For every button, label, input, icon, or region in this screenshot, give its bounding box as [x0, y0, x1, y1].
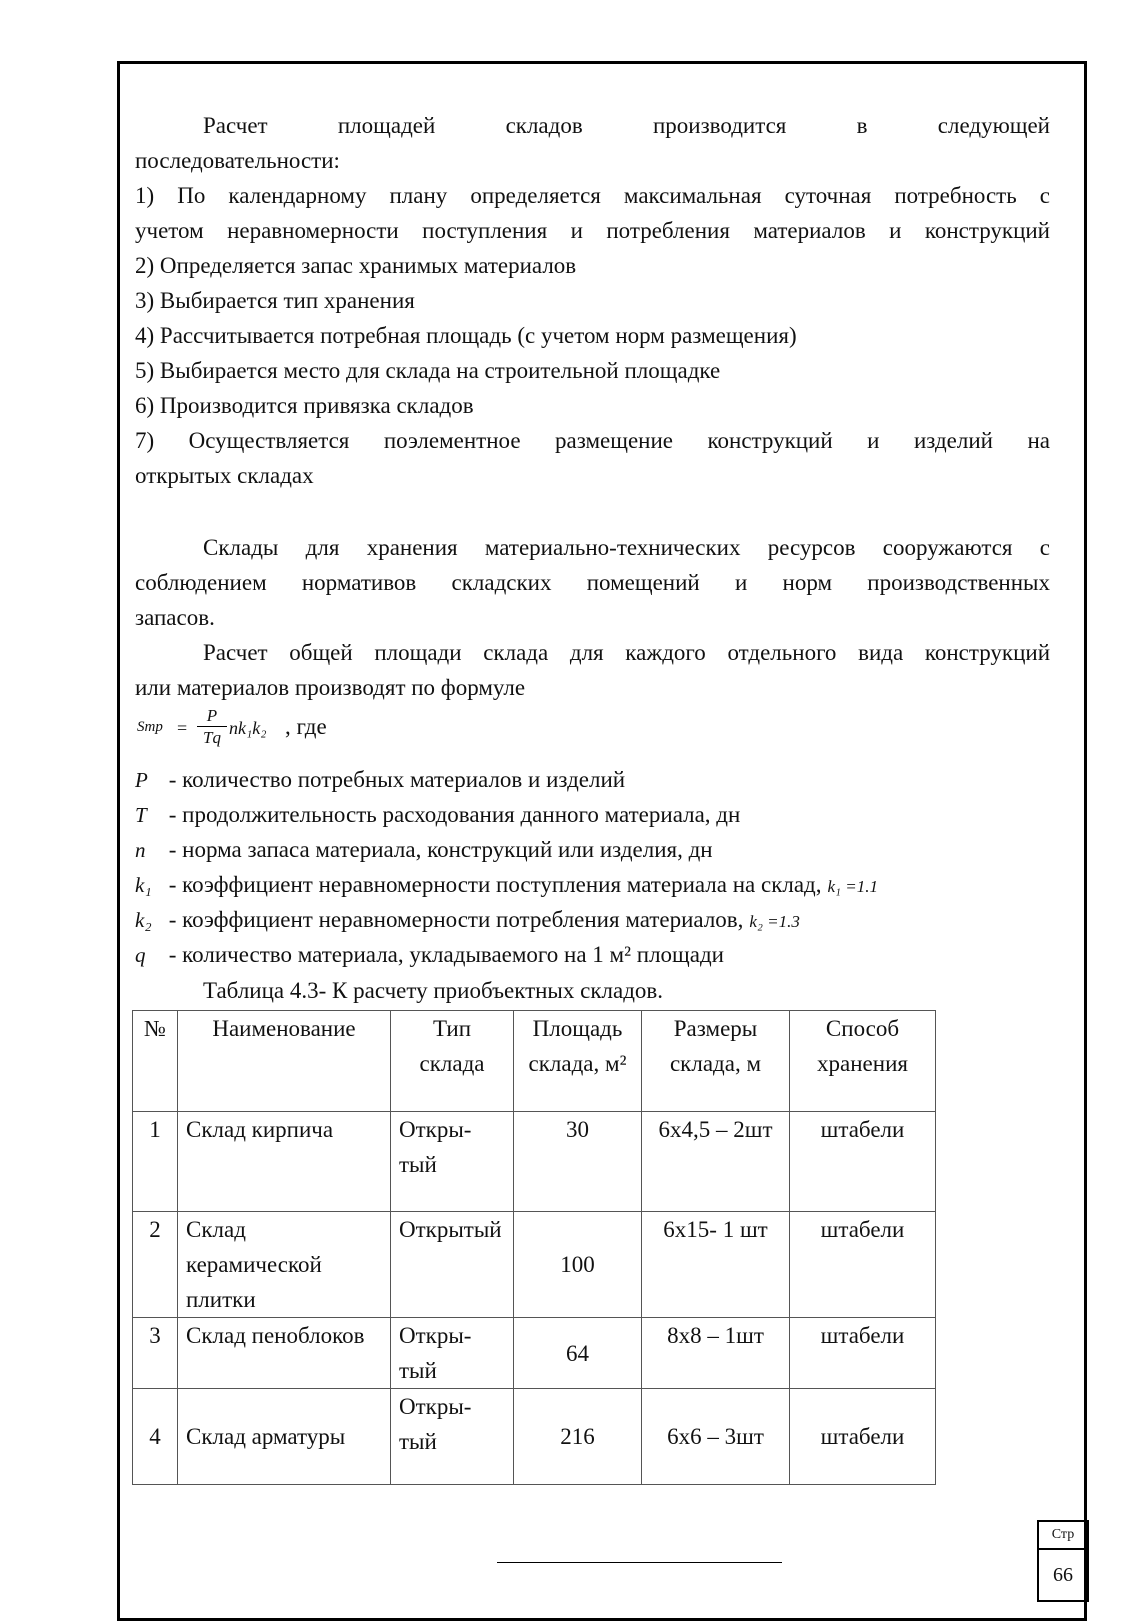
- cell-size: 6х6 – 3шт: [642, 1389, 790, 1485]
- text-line: соблюдением нормативов складских помещений и норм производственных: [135, 570, 1050, 595]
- cell-type: Откры-тый: [391, 1112, 514, 1212]
- definition-item: [135, 797, 878, 832]
- text-line: 5) Выбирается место для склада на строительной площадке: [135, 358, 721, 383]
- cell-size: 8х8 – 1шт: [642, 1318, 790, 1389]
- definition-symbol: P: [135, 768, 148, 792]
- table-row: [133, 1389, 936, 1485]
- formula-lhs: Sтр: [137, 719, 163, 735]
- text-line: последовательности:: [135, 148, 340, 173]
- formula-equals: =: [177, 718, 188, 738]
- cell-type: Открытый: [391, 1212, 514, 1318]
- paragraph-procedure: [135, 108, 1050, 493]
- formula-numerator: P: [197, 706, 227, 727]
- definition-text: - количество материала, укладываемого на 1 м² площади: [163, 942, 724, 967]
- definition-symbol: k₂: [135, 908, 152, 932]
- cell-name: Склад арматуры: [178, 1389, 391, 1485]
- formula-factors: nk₁k₂: [229, 718, 267, 738]
- paragraph-warehouses: [135, 530, 1050, 705]
- cell-name: Склад кирпича: [178, 1112, 391, 1212]
- cell-type: Откры-тый: [391, 1318, 514, 1389]
- definition-text: - продолжительность расходования данного материала, дн: [163, 802, 741, 827]
- table-row: [133, 1112, 936, 1212]
- definition-item: [135, 762, 878, 797]
- cell-area: 64: [514, 1318, 642, 1389]
- definition-text: - количество потребных материалов и изделий: [163, 767, 626, 792]
- text-line: 6) Производится привязка складов: [135, 393, 474, 418]
- text-line: 3) Выбирается тип хранения: [135, 288, 415, 313]
- page-number-box: [1037, 1520, 1089, 1602]
- table-row: [133, 1212, 936, 1318]
- cell-storage: штабели: [790, 1318, 936, 1389]
- definition-symbol: T: [135, 803, 147, 827]
- definition-text: - норма запаса материала, конструкций или изделия, дн: [163, 837, 713, 862]
- cell-area: 216: [514, 1389, 642, 1485]
- definition-value: k₂ =1.3: [749, 912, 800, 931]
- cell-area: 30: [514, 1112, 642, 1212]
- definition-symbol: q: [135, 943, 146, 967]
- definition-item: [135, 832, 878, 867]
- text-line: 4) Рассчитывается потребная площадь (с учетом норм размещения): [135, 323, 797, 348]
- header-size: Размеры склада, м: [642, 1011, 790, 1112]
- text-line: открытых складах: [135, 463, 314, 488]
- definition-symbol: n: [135, 838, 146, 862]
- text-line: Склады для хранения материально-технических ресурсов сооружаются с: [203, 535, 1050, 560]
- text-line: Расчет площадей складов производится в следующей: [203, 113, 1050, 138]
- definition-item: [135, 867, 878, 902]
- cell-storage: штабели: [790, 1212, 936, 1318]
- cell-storage: штабели: [790, 1112, 936, 1212]
- header-storage: Способ хранения: [790, 1011, 936, 1112]
- definition-symbol: k₁: [135, 873, 152, 897]
- warehouse-table: [132, 1010, 936, 1485]
- header-area: Площадь склада, м²: [514, 1011, 642, 1112]
- formula-denominator: Tq: [203, 728, 221, 747]
- cell-name: Склад пеноблоков: [178, 1318, 391, 1389]
- text-line: 7) Осуществляется поэлементное размещение конструкций и изделий на: [135, 428, 1050, 453]
- cell-size: 6х4,5 – 2шт: [642, 1112, 790, 1212]
- cell-number: 1: [133, 1112, 178, 1212]
- text-line: 2) Определяется запас хранимых материалов: [135, 253, 577, 278]
- definition-text: - коэффициент неравномерности поступления материала на склад,: [163, 872, 822, 897]
- signature-line: [497, 1562, 782, 1563]
- text-line: или материалов производят по формуле: [135, 675, 526, 700]
- cell-type: Откры-тый: [391, 1389, 514, 1485]
- page-label: Стр: [1039, 1522, 1087, 1550]
- header-name: Наименование: [178, 1011, 391, 1112]
- definition-item: [135, 937, 878, 972]
- cell-name: Склад керамической плитки: [178, 1212, 391, 1318]
- definition-text: - коэффициент неравномерности потребления материалов,: [163, 907, 744, 932]
- header-number: №: [133, 1011, 178, 1112]
- cell-number: 4: [133, 1389, 178, 1485]
- cell-number: 3: [133, 1318, 178, 1389]
- definition-value: k₁ =1.1: [827, 877, 878, 896]
- cell-number: 2: [133, 1212, 178, 1318]
- header-type: Тип склада: [391, 1011, 514, 1112]
- text-line: Расчет общей площади склада для каждого отдельного вида конструкций: [203, 640, 1050, 665]
- page-number: 66: [1053, 1564, 1073, 1586]
- definition-item: [135, 902, 878, 937]
- cell-storage: штабели: [790, 1389, 936, 1485]
- text-line: учетом неравномерности поступления и потребления материалов и конструкций: [135, 218, 1050, 243]
- formula-fraction: [197, 706, 227, 749]
- cell-area: 100: [514, 1212, 642, 1318]
- text-line: 1) По календарному плану определяется максимальная суточная потребность с: [135, 183, 1050, 208]
- formula-where: , где: [285, 714, 327, 739]
- table-row: [133, 1318, 936, 1389]
- cell-size: 6х15- 1 шт: [642, 1212, 790, 1318]
- definitions-list: [135, 762, 878, 972]
- text-line: запасов.: [135, 605, 215, 630]
- table-header-row: [133, 1011, 936, 1112]
- table-caption: Таблица 4.3- К расчету приобъектных складов.: [203, 978, 664, 1003]
